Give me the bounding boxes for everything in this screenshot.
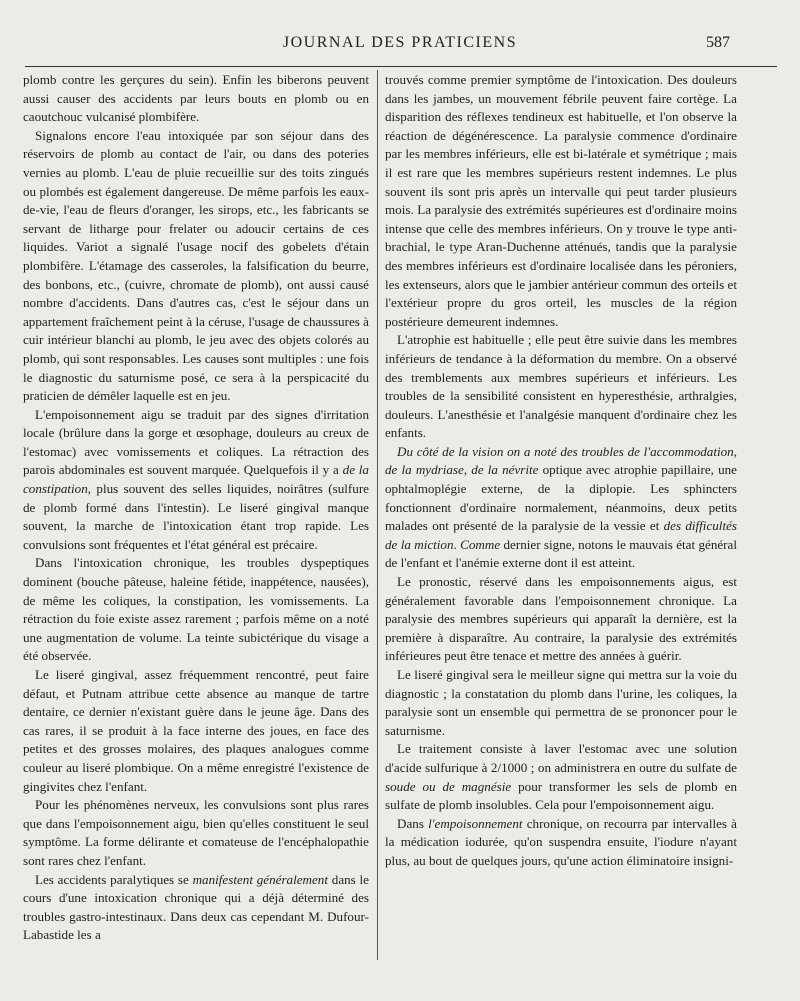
paragraph xyxy=(23,71,369,127)
paragraph xyxy=(385,443,737,573)
text-run: Le liseré gingival sera le meilleur signe qui mettra sur la voie du diagnostic ; la constatation du plomb dans l'urine, les coliques, la paralysie sont un ensemble qui permettra de se prononcer pour le saturnisme. xyxy=(385,667,737,738)
paragraph xyxy=(385,71,737,331)
text-run: , plus souvent des selles liquides, noirâtres (sulfure de plomb formé dans l'intestin). Le liseré gingival manque souvent, la marche de l'intoxication étant trop rapide. Les convulsions sont fréquentes et l'état général est précaire. xyxy=(23,481,369,552)
text-run: , xyxy=(733,443,737,459)
text-run: Pour les phénomènes nerveux, les convulsions sont plus rares que dans l'empoisonnement aigu, bien qu'elles constituent le seul symptôme. La forme délirante et comateuse de l'encéphalopathie sont rares chez l'enfant. xyxy=(23,797,369,868)
header-rule xyxy=(25,66,777,67)
italic-text: de la constipation xyxy=(23,462,369,497)
text-run: Le traitement consiste à laver l'estomac avec une solution d'acide sulfurique à 2/1000 ; on administrera en outre du sulfate de xyxy=(385,741,737,775)
text-run: Signalons encore l'eau intoxiquée par son séjour dans des réservoirs de plomb au contact de l'air, ou dans des poteries vernies au plomb. L'eau de pluie recueillie sur des toits zingués ou plombés est également dangereuse. De même parfois les eaux-de-vie, l'eau de fleurs d'oranger, les sirops, etc., les fabricants se servant de litharge pour frelater ou adoucir certains de ces liquides. Variot a signalé l'usage nocif des gobelets d'étain plombifère. L'étamage des casseroles, la falsification du beurre, des bonbons, etc., (cuivre, chromate de plomb), ont aussi causé nombre d'accidents. Dans d'autres cas, c'est le séjour dans un appartement fraîchement peint à la céruse, l'usage de chaussures à cuir intérieur blanchi au plomb, le jeu avec des objets colorés au plomb, qui sont responsables. Les causes sont multiples : une fois le diagnostic du saturnisme posé, ce sera à la perspicacité du praticien de démêler laquelle est en jeu. xyxy=(23,127,369,404)
italic-text: de la névrite xyxy=(471,462,539,478)
text-run: Les accidents paralytiques se xyxy=(35,871,193,887)
journal-title: JOURNAL DES PRATICIENS xyxy=(282,34,518,51)
italic-text: manifestent généralement xyxy=(192,871,328,887)
text-run: . xyxy=(453,536,461,552)
paragraph xyxy=(23,871,369,945)
running-header xyxy=(0,34,800,54)
text-run: optique avec atrophie papillaire, une ophtalmoplégie externe, de la diplopie. Les sphincters fonctionnent d'ordinaire normalement, néanmoins, deux petits malades ont présenté de la paralysie de la vessie et xyxy=(385,462,737,534)
right-column xyxy=(385,71,737,961)
text-run: pour transformer les sels de plomb en sulfate de plomb insolubles. Cela pour l'empoisonnement aigu. xyxy=(385,778,737,813)
paragraph xyxy=(23,554,369,666)
text-run: dernier signe, notons le mauvais état général de l'enfant et l'anémie externe dont il est atteint. xyxy=(385,536,737,571)
paragraph xyxy=(23,406,369,555)
column-divider xyxy=(377,70,378,960)
text-run: L'atrophie est habituelle ; elle peut être suivie dans les membres inférieurs de tendance à la déformation du membre. On a observé des tremblements aux membres supérieurs et inférieurs. Les troubles de la sensibilité consistent en hyperesthésie, arthralgies, douleurs. L'anesthésie et l'analgésie manquent d'ordinaire chez les enfants. xyxy=(385,332,737,441)
text-run: dans le cours d'une intoxication chronique qui a déjà déterminé des troubles gastro-intestinaux. Dans deux cas cependant M. Dufour-Labastide les a xyxy=(23,871,369,943)
paragraph xyxy=(23,666,369,796)
text-run: trouvés comme premier symptôme de l'intoxication. Des douleurs dans les jambes, un mouvement fébrile peuvent faire cortège. La disparition des réflexes tendineux est habituelle, et l'on observe la réaction de dégénérescence. La paralysie commence d'ordinaire par les membres inférieurs, elle est bi-latérale et symétrique ; mais il est rare que les membres supérieurs restent indemnes. Le plus souvent ils sont pris après un intervalle qui peut tarder plusieurs mois. La paralysie des extrémités supérieures est d'ordinaire moins intense que celle des membres inférieurs. On y trouve le type anti-brachial, le type Aran-Duchenne atténués, tandis que la paralysie des membres inférieurs est d'ordinaire localisée dans les péroniers, les extenseurs, alors que le jambier antérieur commun des orteils et l'extérieur propre du gros orteil, les muscles de la région postérieure demeurent indemnes. xyxy=(385,72,737,329)
text-run: Le liseré gingival, assez fréquemment rencontré, peut faire défaut, et Putnam attribue cette absence au manque de tartre dentaire, ce dernier n'existant guère dans le jeune âge. Dans des cas rares, il se produit à la face interne des joues, en face des petites et des grosses molaires, des plaques analogues comme couleur au liseré plombique. On a même enregistré l'existence de gingivites chez l'enfant. xyxy=(23,667,369,794)
paragraph xyxy=(385,573,737,666)
text-run: Dans l'intoxication chronique, les troubles dyspeptiques dominent (bouche pâteuse, haleine fétide, inappétence, nausées), de même les coliques, la constipation, les vomissements. La rétraction du foie existe assez rarement ; parfois même on a noté une augmentation de volume. La teinte subictérique du visage a été observée. xyxy=(23,555,369,664)
italic-text: soude ou de magnésie xyxy=(385,778,512,794)
paragraph xyxy=(385,666,737,740)
paragraph xyxy=(385,740,737,814)
text-run: Le pronostic, réservé dans les empoisonnements aigus, est généralement favorable dans l'empoisonnement chronique. La paralysie des membres supérieurs qui apparaît la dernière, est la première à disparaître. Au contraire, la paralysie des extrémités inférieures peut être tenace et mettre des années à guérir. xyxy=(385,574,737,664)
paragraph xyxy=(385,331,737,443)
paragraph xyxy=(23,127,369,406)
italic-text: Du côté de la vision on a noté des troubles de xyxy=(397,443,644,459)
italic-text: l'accommodation xyxy=(643,443,734,459)
text-run: L'empoisonnement aigu se traduit par des signes d'irritation locale (brûlure dans la gorge et œsophage, douleurs au creux de l'estomac) avec vomissements et coliques. La rétraction des parois abdominales est souvent marquée. Quelquefois il y a xyxy=(23,406,369,478)
text-run: chronique, on recourra par intervalles à la médication iodurée, qu'on suspendra ensuite, l'iodure n'ayant plus, au bout de quelques jours, qu'une action éliminatoire insigni- xyxy=(385,815,737,868)
left-column xyxy=(23,71,369,961)
text-run: Dans xyxy=(397,815,429,831)
text-run: plomb contre les gerçures du sein). Enfin les biberons peuvent aussi causer des accidents par leurs bouts en plomb ou en caoutchouc vulcanisé plombifère. xyxy=(23,72,369,125)
italic-text: l'empoisonnement xyxy=(428,815,523,831)
page-number: 587 xyxy=(706,34,730,51)
text-run: , xyxy=(463,462,472,478)
italic-text: Comme xyxy=(460,536,501,552)
paragraph xyxy=(385,815,737,871)
italic-text: des difficultés de la miction xyxy=(385,518,737,552)
italic-text: de la mydriase xyxy=(385,462,464,478)
paragraph xyxy=(23,796,369,870)
